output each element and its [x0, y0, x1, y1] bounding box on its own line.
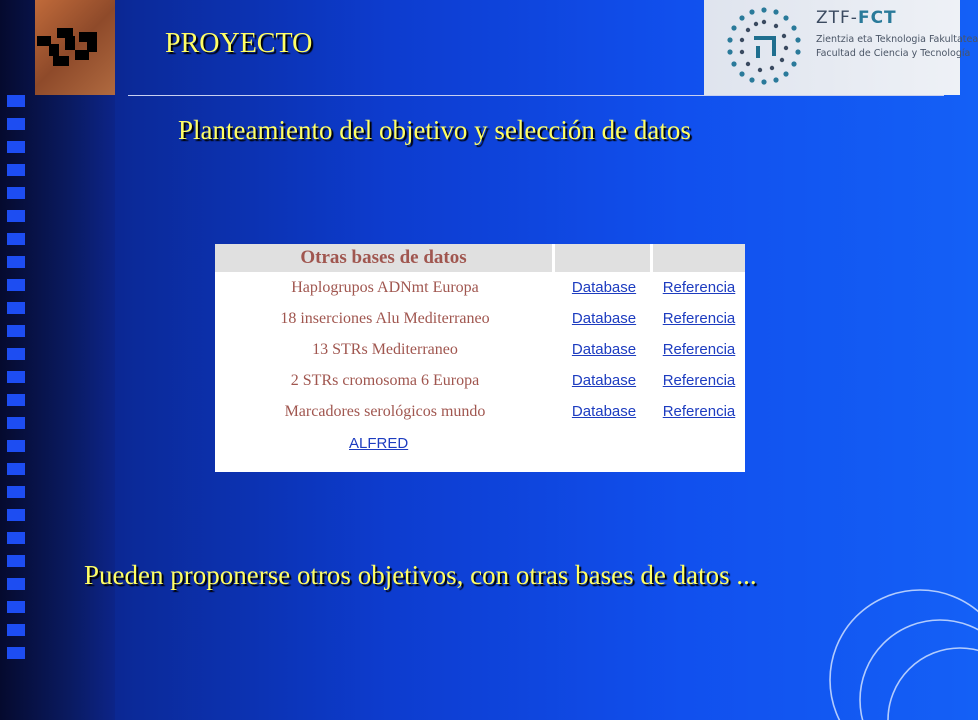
table-row — [215, 334, 745, 365]
faculty-logo-box — [704, 0, 978, 95]
university-logo — [35, 0, 115, 95]
upv-logo-icon — [35, 0, 115, 95]
table-header-empty — [653, 244, 745, 272]
square-bullets-decoration — [7, 95, 25, 665]
reference-link[interactable]: Referencia — [662, 371, 736, 389]
database-link[interactable]: Database — [571, 402, 637, 420]
slide-subtitle: Planteamiento del objetivo y selección de datos — [178, 115, 691, 145]
database-link[interactable]: Database — [571, 309, 637, 327]
reference-link[interactable]: Referencia — [662, 340, 736, 358]
faculty-name-basque: Zientzia eta Teknologia Fakultatea — [816, 34, 978, 45]
database-link[interactable]: Database — [571, 371, 637, 389]
alfred-link[interactable]: ALFRED — [349, 435, 409, 452]
table-row — [215, 365, 745, 396]
database-name: 13 STRs Mediterraneo — [312, 340, 458, 358]
databases-table-panel — [215, 244, 745, 472]
faculty-name-spanish: Facultad de Ciencia y Tecnología — [816, 48, 971, 59]
header-divider — [128, 95, 944, 96]
reference-link[interactable]: Referencia — [662, 278, 736, 296]
database-link[interactable]: Database — [571, 278, 637, 296]
faculty-acronym: ZTF-FCT — [816, 8, 897, 28]
table-header-title: Otras bases de datos — [215, 244, 555, 272]
database-name: 18 inserciones Alu Mediterraneo — [280, 309, 490, 327]
ztf-fct-dots-icon — [716, 0, 812, 95]
decorative-arcs — [770, 570, 960, 720]
table-row — [215, 272, 745, 303]
table-row — [215, 396, 745, 427]
reference-link[interactable]: Referencia — [662, 402, 736, 420]
databases-table — [215, 244, 745, 427]
footer-note: Pueden proponerse otros objetivos, con otras bases de datos ... — [84, 560, 757, 590]
database-link[interactable]: Database — [571, 340, 637, 358]
table-header-row — [215, 244, 745, 272]
reference-link[interactable]: Referencia — [662, 309, 736, 327]
page-title: PROYECTO — [165, 28, 313, 59]
database-name: Marcadores serológicos mundo — [284, 402, 486, 420]
table-header-empty — [555, 244, 653, 272]
database-name: Haplogrupos ADNmt Europa — [291, 278, 479, 296]
database-name: 2 STRs cromosoma 6 Europa — [290, 371, 480, 389]
table-row — [215, 303, 745, 334]
